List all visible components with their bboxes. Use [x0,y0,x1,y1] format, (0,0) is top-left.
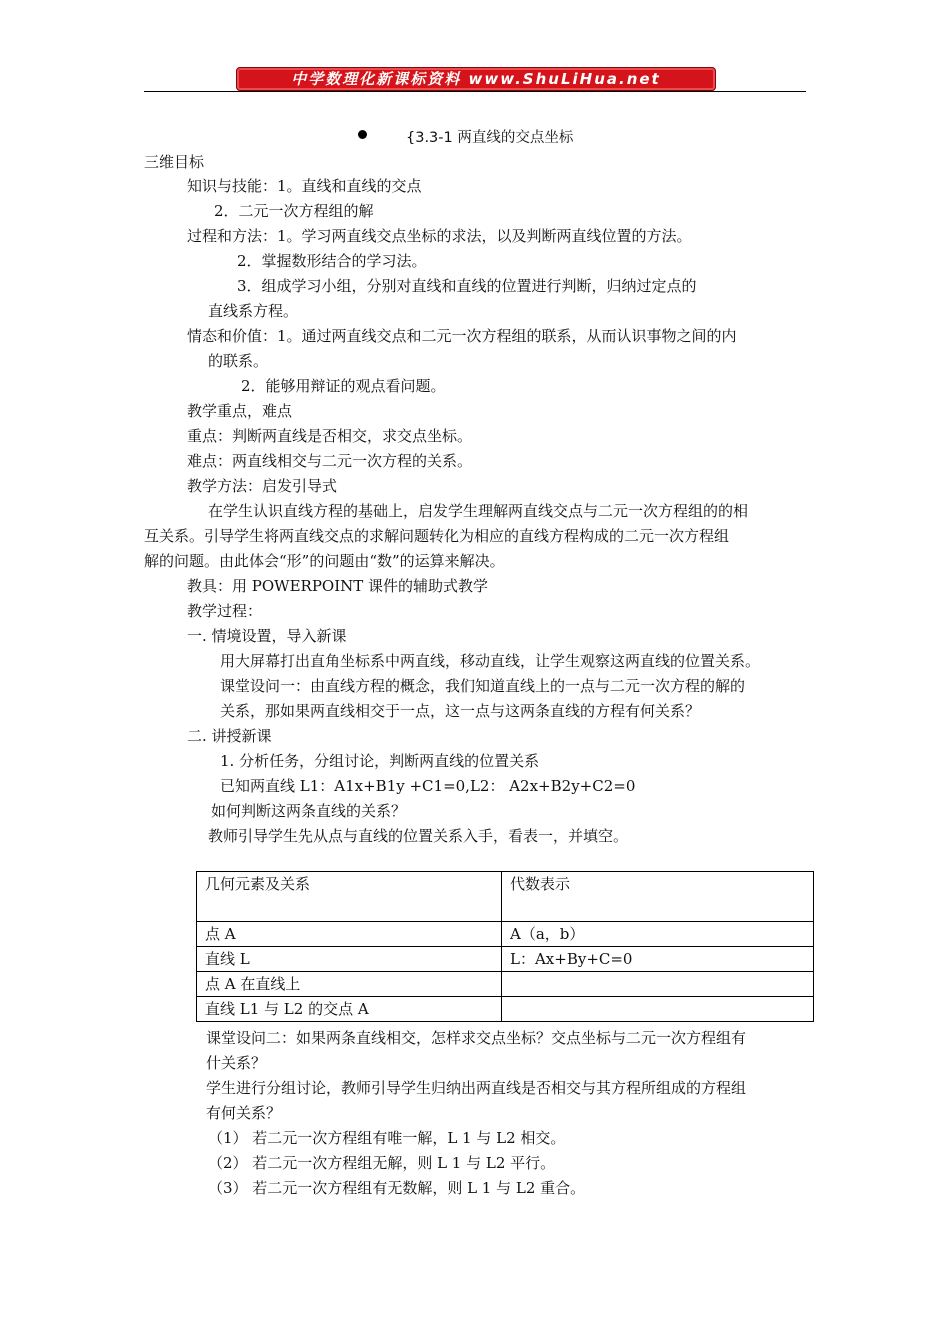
text-line: 难点：两直线相交与二元一次方程的关系。 [187,452,473,470]
lesson-title: {3.3-1 两直线的交点坐标 [406,130,574,146]
text-line: 什关系？ [206,1054,267,1072]
text-line: （1） 若二元一次方程组有唯一解，L 1 与 L2 相交。 [208,1129,566,1147]
table-cell: 直线 L [197,947,502,972]
text-line: （2） 若二元一次方程组无解，则 L 1 与 L2 平行。 [208,1154,556,1172]
table-row [197,947,814,972]
table-row [197,997,814,1022]
text-line: 在学生认识直线方程的基础上，启发学生理解两直线交点与二元一次方程组的的相 [208,502,749,520]
text-line: 直线系方程。 [208,302,299,320]
text-line: 教学过程： [187,602,263,620]
text-line: 教学重点，难点 [187,402,293,420]
element-table [196,871,814,1022]
bullet-icon [358,130,367,139]
text-line: 解的问题。由此体会“形”的问题由“数”的运算来解决。 [144,552,505,570]
text-line: 2．掌握数形结合的学习法。 [237,252,427,270]
table-cell: L：Ax+By+C=0 [502,947,814,972]
header-banner: 中学数理化新课标资料 www.ShuLiHua.net [236,67,716,91]
text-line: 教学方法：启发引导式 [187,477,338,495]
text-line: 二. 讲授新课 [187,727,272,745]
text-line: 一. 情境设置，导入新课 [187,627,347,645]
text-line: 用大屏幕打出直角坐标系中两直线，移动直线，让学生观察这两直线的位置关系。 [220,652,761,670]
text-line: 3．组成学习小组，分别对直线和直线的位置进行判断，归纳过定点的 [237,277,697,295]
text-line: 教师引导学生先从点与直线的位置关系入手，看表一，并填空。 [208,827,629,845]
table-cell: A（a，b） [502,922,814,947]
table-cell [502,997,814,1022]
text-line: 有何关系？ [206,1104,282,1122]
text-line: 2．二元一次方程组的解 [214,202,374,220]
text-line: 情态和价值：1。通过两直线交点和二元一次方程组的联系，从而认识事物之间的内 [187,327,737,345]
text-line: 学生进行分组讨论，教师引导学生归纳出两直线是否相交与其方程所组成的方程组 [206,1079,747,1097]
text-line: 的联系。 [208,352,269,370]
text-line: （3） 若二元一次方程组有无数解，则 L 1 与 L2 重合。 [208,1179,586,1197]
text-line: 2．能够用辩证的观点看问题。 [241,377,446,395]
table-cell [502,972,814,997]
header-rule [144,91,806,92]
table-cell: 直线 L1 与 L2 的交点 A [197,997,502,1022]
table-row [197,922,814,947]
text-line: 课堂设问二：如果两条直线相交，怎样求交点坐标？交点坐标与二元一次方程组有 [206,1029,747,1047]
text-line: 互关系。引导学生将两直线交点的求解问题转化为相应的直线方程构成的二元一次方程组 [144,527,730,545]
text-line: 重点：判断两直线是否相交，求交点坐标。 [187,427,473,445]
table-cell: 点 A 在直线上 [197,972,502,997]
text-line: 已知两直线 L1：A1x+B1y +C1=0,L2： A2x+B2y+C2=0 [220,777,636,795]
text-line: 教具：用 POWERPOINT 课件的辅助式教学 [187,577,489,595]
text-line: 关系，那如果两直线相交于一点，这一点与这两条直线的方程有何关系？ [220,702,701,720]
table-cell: 点 A [197,922,502,947]
section-goals: 三维目标 [144,153,205,171]
table-header-row [197,872,814,922]
text-line: 过程和方法：1。学习两直线交点坐标的求法，以及判断两直线位置的方法。 [187,227,692,245]
table-row [197,972,814,997]
text-line: 如何判断这两条直线的关系？ [211,802,407,820]
table-header: 几何元素及关系 [197,872,502,922]
table-header: 代数表示 [502,872,814,922]
text-line: 知识与技能：1。直线和直线的交点 [187,177,422,195]
text-line: 1. 分析任务，分组讨论，判断两直线的位置关系 [220,752,540,770]
text-line: 课堂设问一：由直线方程的概念，我们知道直线上的一点与二元一次方程的解的 [220,677,746,695]
